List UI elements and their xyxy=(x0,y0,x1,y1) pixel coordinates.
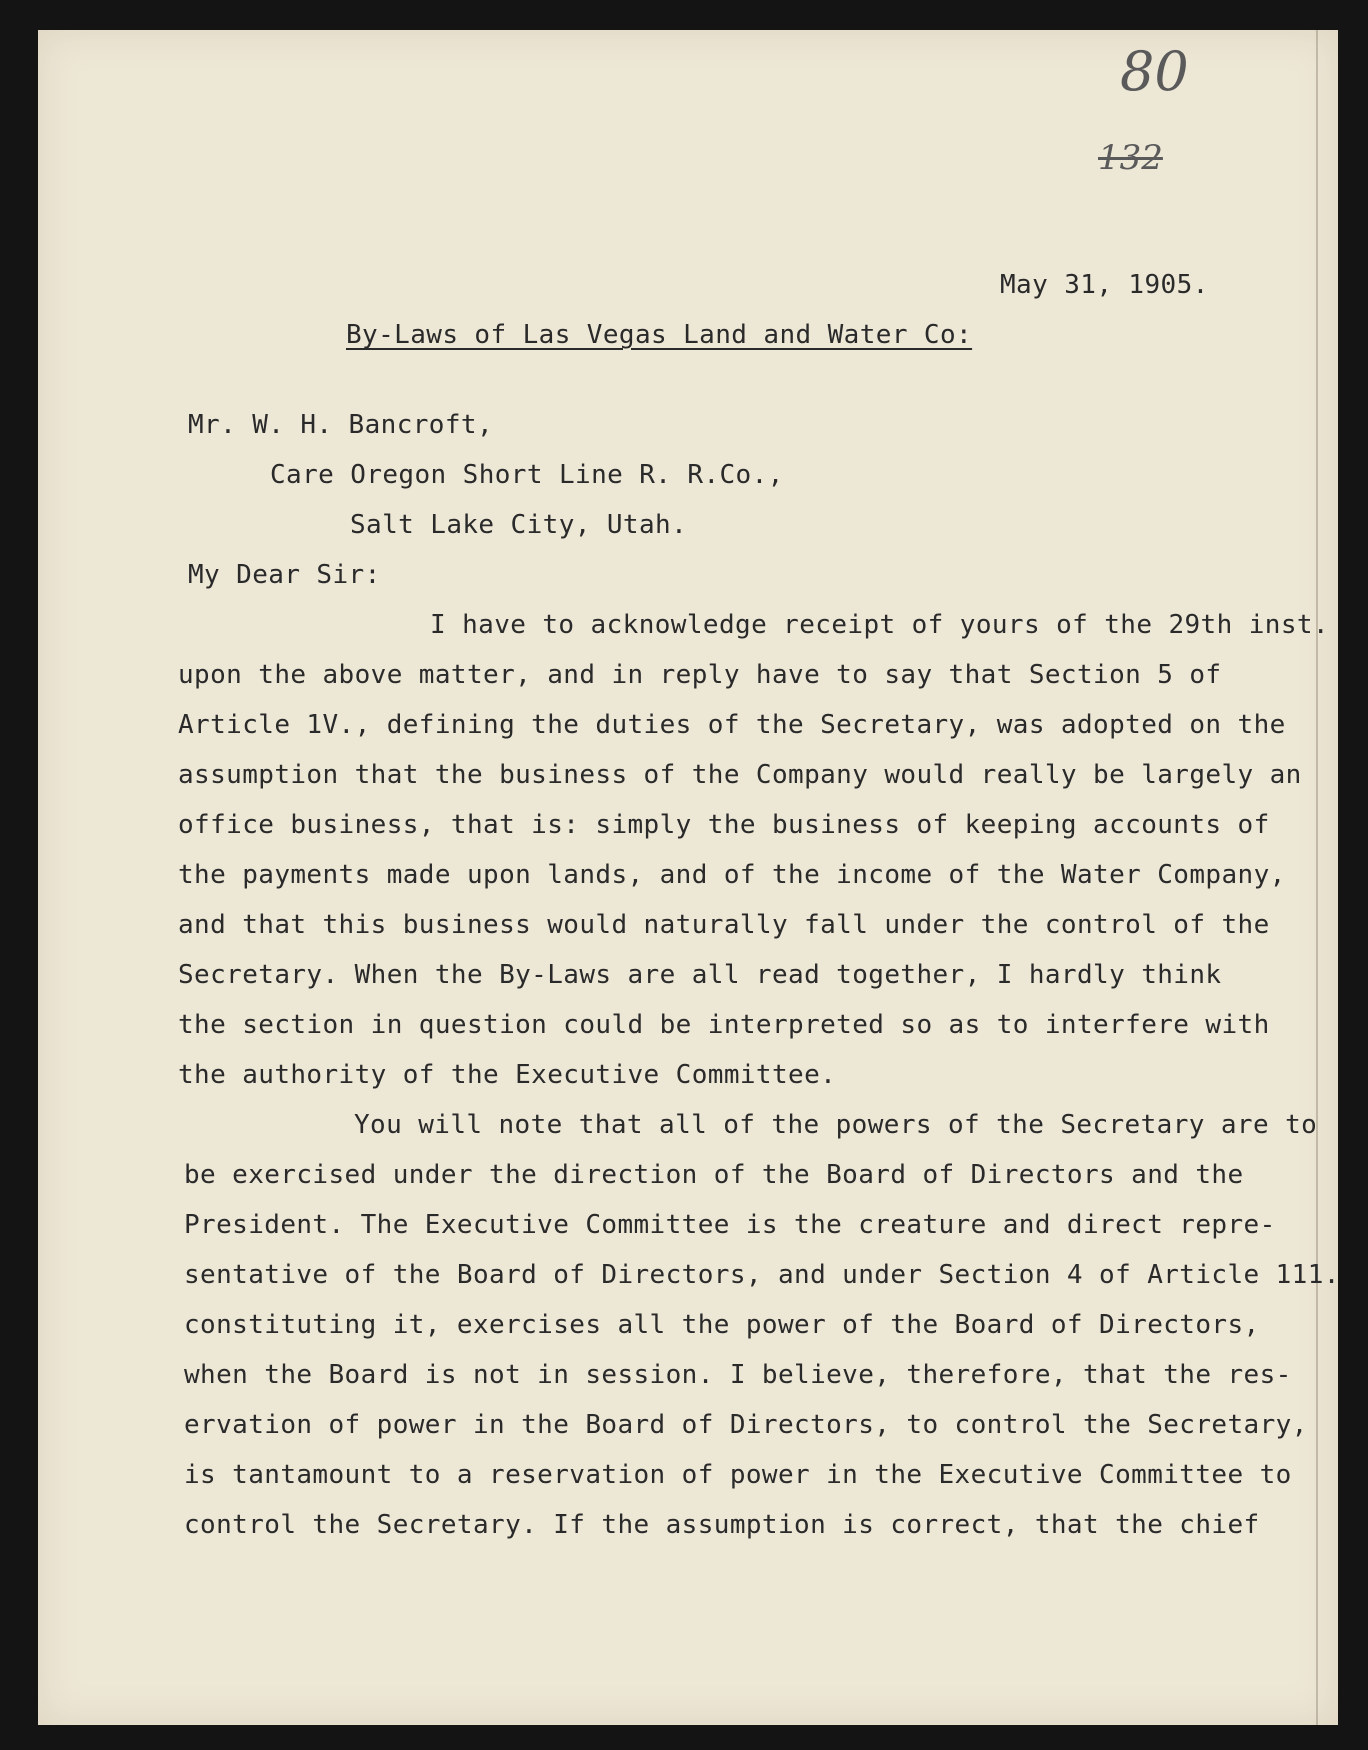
body-line: the section in question could be interpreted so as to interfere with xyxy=(178,1010,1270,1040)
body-line: constituting it, exercises all the power of the Board of Directors, xyxy=(184,1310,1260,1340)
body-line: the authority of the Executive Committee. xyxy=(178,1060,837,1090)
body-line: be exercised under the direction of the Board of Directors and the xyxy=(184,1160,1244,1190)
body-line: You will note that all of the powers of the Secretary are to xyxy=(354,1110,1318,1140)
body-line: and that this business would naturally fall under the control of the xyxy=(178,910,1270,940)
salutation: My Dear Sir: xyxy=(188,560,381,590)
body-line: the payments made upon lands, and of the income of the Water Company, xyxy=(178,860,1286,890)
body-line: assumption that the business of the Company would really be largely an xyxy=(178,760,1302,790)
body-line: when the Board is not in session. I believe, therefore, that the res- xyxy=(184,1360,1292,1390)
body-line: Article 1V., defining the duties of the Secretary, was adopted on the xyxy=(178,710,1286,740)
page-fold-line xyxy=(1316,30,1318,1725)
body-line: office business, that is: simply the business of keeping accounts of xyxy=(178,810,1270,840)
body-line: President. The Executive Committee is the creature and direct repre- xyxy=(184,1210,1276,1240)
address-line-2: Care Oregon Short Line R. R.Co., xyxy=(270,460,784,490)
address-line-1: Mr. W. H. Bancroft, xyxy=(188,410,494,440)
pencil-page-number: 80 xyxy=(1120,40,1189,103)
body-line: I have to acknowledge receipt of yours of the 29th inst. xyxy=(430,610,1329,640)
letter-subject: By-Laws of Las Vegas Land and Water Co: xyxy=(346,320,973,350)
body-line: control the Secretary. If the assumption is correct, that the chief xyxy=(184,1510,1260,1540)
body-line: upon the above matter, and in reply have to say that Section 5 of xyxy=(178,660,1222,690)
body-line: sentative of the Board of Directors, and under Section 4 of Article 111. xyxy=(184,1260,1340,1290)
letter-page xyxy=(38,30,1338,1725)
address-line-3: Salt Lake City, Utah. xyxy=(350,510,688,540)
body-line: Secretary. When the By-Laws are all read together, I hardly think xyxy=(178,960,1222,990)
body-line: ervation of power in the Board of Directors, to control the Secretary, xyxy=(184,1410,1308,1440)
letter-date: May 31, 1905. xyxy=(1000,270,1209,300)
pencil-struck-number: 132 xyxy=(1098,138,1163,178)
body-line: is tantamount to a reservation of power in the Executive Committee to xyxy=(184,1460,1292,1490)
